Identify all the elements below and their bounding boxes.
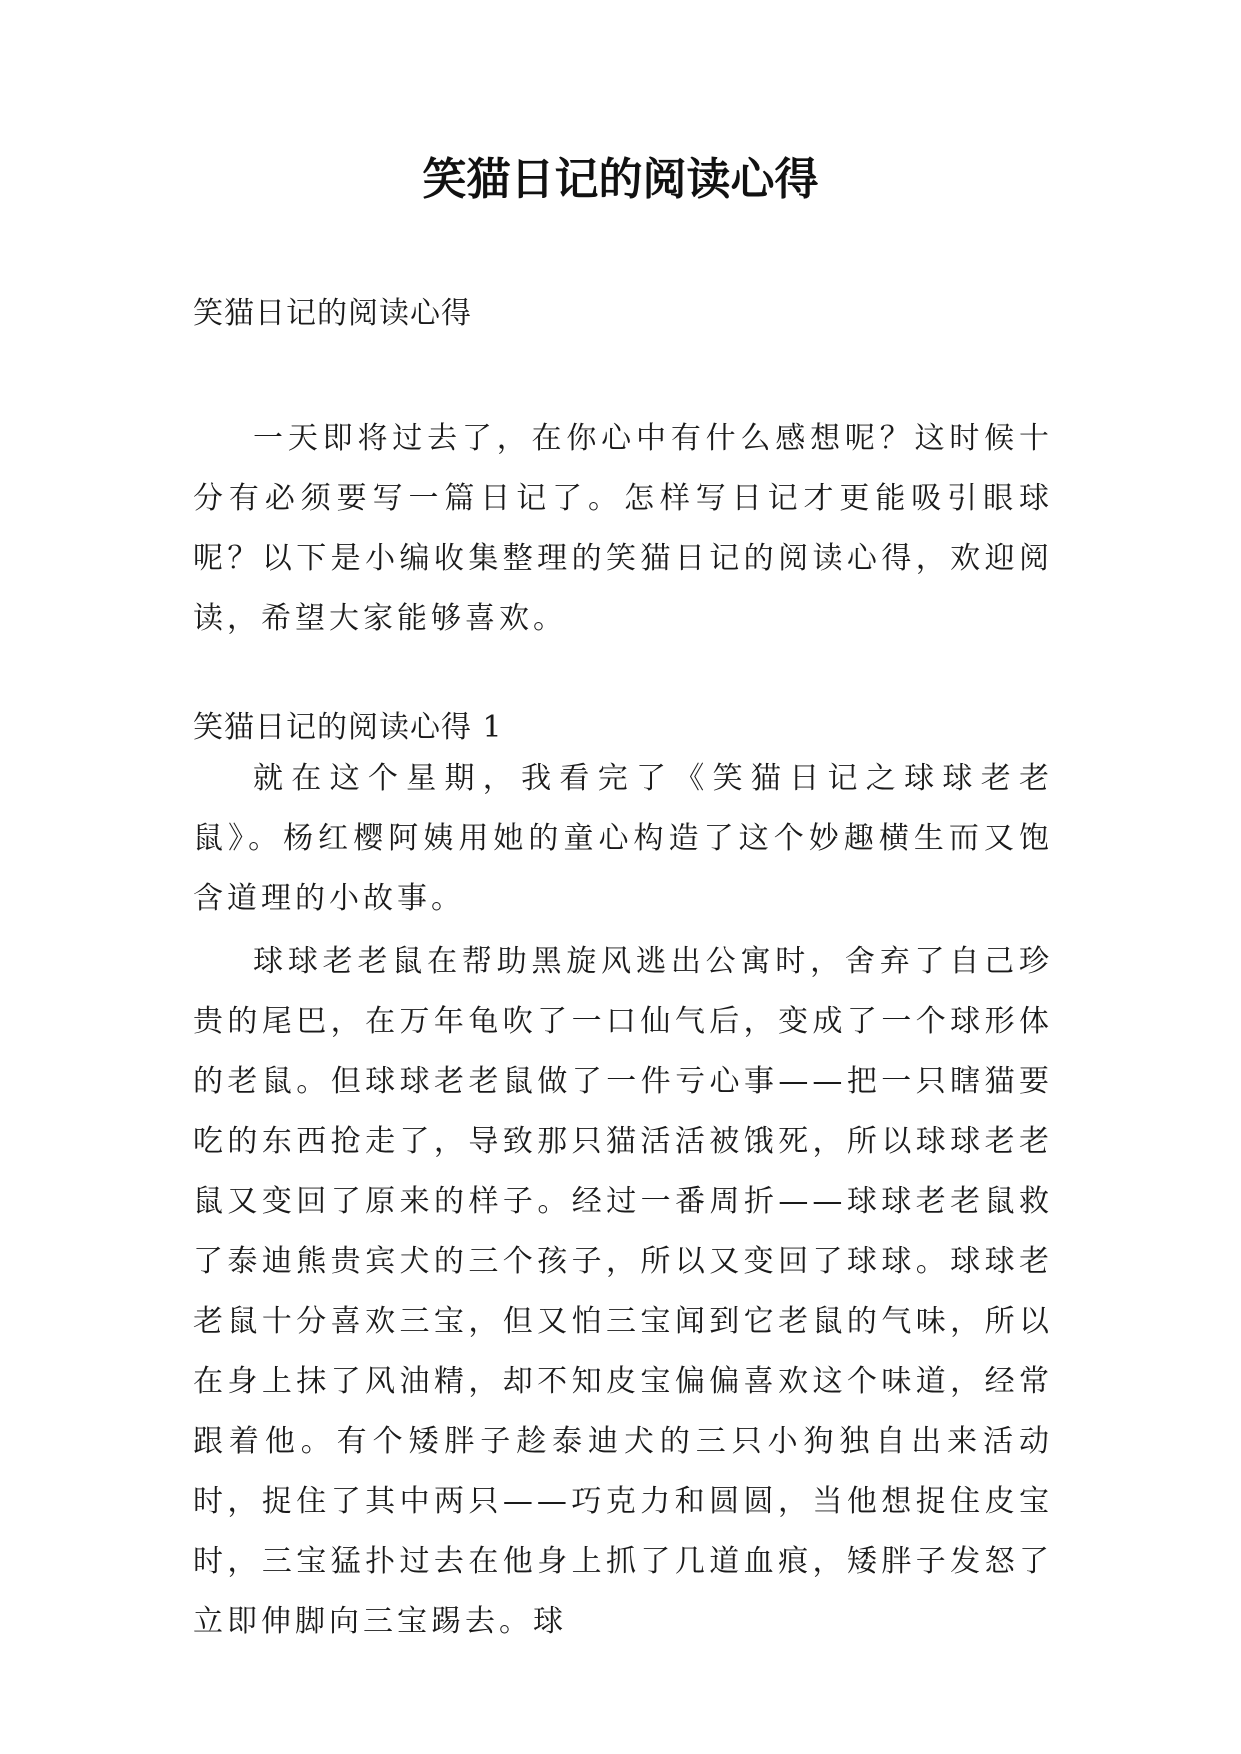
intro-paragraph: 一天即将过去了，在你心中有什么感想呢？这时候十分有必须要写一篇日记了。怎样写日记才更能吸引眼球呢？以下是小编收集整理的笑猫日记的阅读心得，欢迎阅读，希望大家能够喜欢。 (193, 421, 1053, 636)
body-paragraph-2: 球球老老鼠在帮助黑旋风逃出公寓时，舍弃了自己珍贵的尾巴，在万年龟吹了一口仙气后，变成了一个球形体的老鼠。但球球老老鼠做了一件亏心事——把一只瞎猫要吃的东西抢走了，导致那只猫活活被饿死，所以球球老老鼠又变回了原来的样子。经过一番周折——球球老老鼠救了泰迪熊贵宾犬的三个孩子，所以又变回了球球。球球老老鼠十分喜欢三宝，但又怕三宝闻到它老鼠的气味，所以在身上抹了风油精，却不知皮宝偏偏喜欢这个味道，经常跟着他。有个矮胖子趁泰迪犬的三只小狗独自出来活动时，捉住了其中两只——巧克力和圆圆，当他想捉住皮宝时，三宝猛扑过去在他身上抓了几道血痕，矮胖子发怒了立即伸脚向三宝踢去。球 (193, 944, 1053, 1639)
section-heading: 笑猫日记的阅读心得 1 (193, 710, 503, 745)
document-subtitle: 笑猫日记的阅读心得 (193, 296, 472, 331)
document-title: 笑猫日记的阅读心得 (422, 154, 819, 205)
body-paragraph-1: 就在这个星期，我看完了《笑猫日记之球球老老鼠》。杨红樱阿姨用她的童心构造了这个妙趣横生而又饱含道理的小故事。 (193, 761, 1053, 916)
